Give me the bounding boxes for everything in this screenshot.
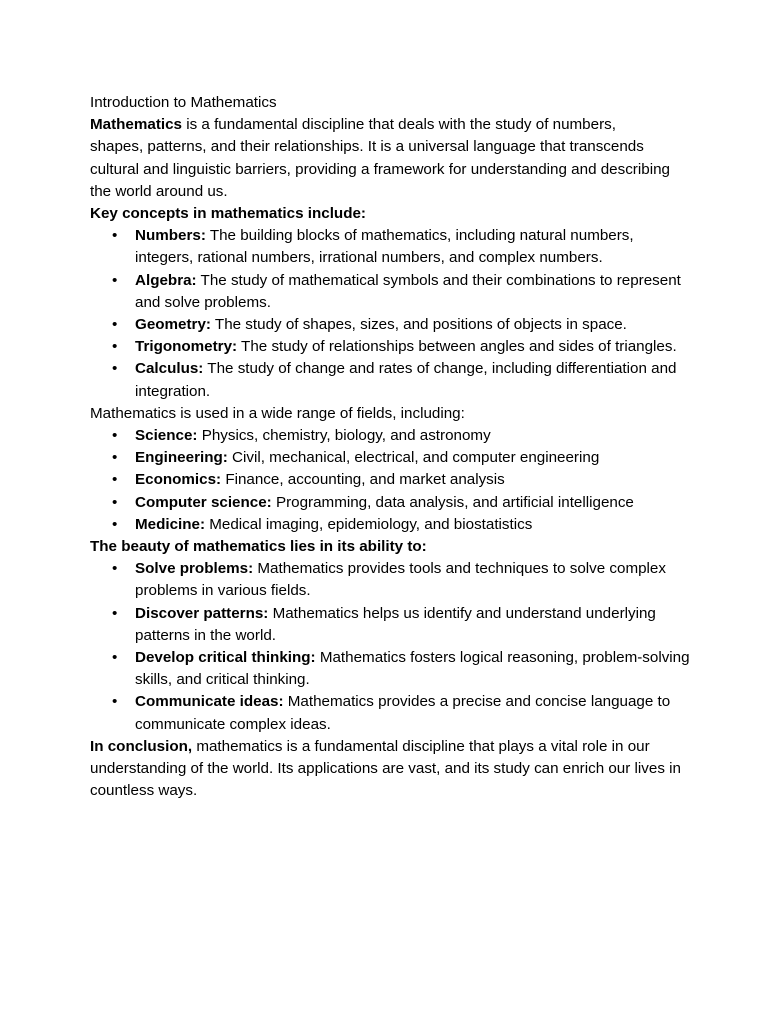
- list-item: • Science: Physics, chemistry, biology, and astronomy: [90, 425, 690, 447]
- bullet-icon: •: [112, 493, 118, 511]
- list-item: • Develop critical thinking: Mathematics fosters logical reasoning, problem-solving skills, and critical thinking.: [112, 649, 690, 689]
- page-title: Introduction to Mathematics: [90, 94, 277, 111]
- fields-heading: Mathematics is used in a wide range of fields, including:: [90, 404, 465, 422]
- conclusion-paragraph: [90, 736, 690, 803]
- list-item: • Economics: Finance, accounting, and market analysis: [90, 469, 690, 491]
- beauty-list: [90, 558, 690, 736]
- intro-text: is a fundamental discipline that deals with the study of numbers, shapes, patterns, and their relationships. It is a universal language that transcends cultural and linguistic barriers, providing a framework for understanding and describing the world around us.: [90, 116, 670, 200]
- bullet-icon: •: [112, 360, 118, 378]
- list-item: • Algebra: The study of mathematical symbols and their combinations to represent and solve problems.: [112, 271, 681, 311]
- list-item: • Computer science: Programming, data analysis, and artificial intelligence: [90, 492, 690, 514]
- list-item: • Discover patterns: Mathematics helps us identify and understand underlying patterns in the world.: [112, 604, 656, 644]
- list-item: • Geometry: The study of shapes, sizes, and positions of objects in space.: [90, 314, 690, 336]
- list-item: • Medicine: Medical imaging, epidemiology, and biostatistics: [90, 514, 690, 536]
- bullet-icon: •: [112, 515, 118, 533]
- bullet-icon: •: [112, 338, 118, 356]
- list-item: • Calculus: The study of change and rates of change, including differentiation and integration.: [112, 360, 677, 400]
- bullet-icon: •: [112, 649, 118, 667]
- bullet-icon: •: [112, 227, 118, 245]
- key-concepts-list: [90, 225, 690, 403]
- list-item: • Trigonometry: The study of relationships between angles and sides of triangles.: [90, 336, 690, 358]
- beauty-heading: The beauty of mathematics lies in its ability to:: [90, 538, 427, 556]
- list-item: • Solve problems: Mathematics provides tools and techniques to solve complex problems in various fields.: [112, 560, 666, 600]
- bullet-icon: •: [112, 604, 118, 622]
- bullet-icon: •: [112, 316, 118, 334]
- bullet-icon: •: [112, 449, 118, 467]
- list-item: • Communicate ideas: Mathematics provides a precise and concise language to communicate complex ideas.: [112, 693, 671, 733]
- intro-paragraph: [90, 114, 670, 203]
- bullet-icon: •: [112, 471, 118, 489]
- bullet-icon: •: [112, 271, 118, 289]
- list-item: • Engineering: Civil, mechanical, electrical, and computer engineering: [90, 447, 690, 469]
- bullet-icon: •: [112, 427, 118, 445]
- bullet-icon: •: [112, 560, 118, 578]
- conclusion-term: In conclusion,: [90, 737, 193, 755]
- document-body: [90, 92, 690, 803]
- key-concepts-heading: Key concepts in mathematics include:: [90, 205, 366, 223]
- fields-list: [90, 425, 690, 536]
- list-item: • Numbers: The building blocks of mathematics, including natural numbers, integers, rational numbers, irrational numbers, and complex numbers.: [112, 227, 634, 267]
- intro-term: Mathematics: [90, 116, 183, 134]
- bullet-icon: •: [112, 693, 118, 711]
- conclusion-text: mathematics is a fundamental discipline that plays a vital role in our understanding of the world. Its applications are vast, and its study can enrich our lives in countless ways.: [90, 737, 681, 800]
